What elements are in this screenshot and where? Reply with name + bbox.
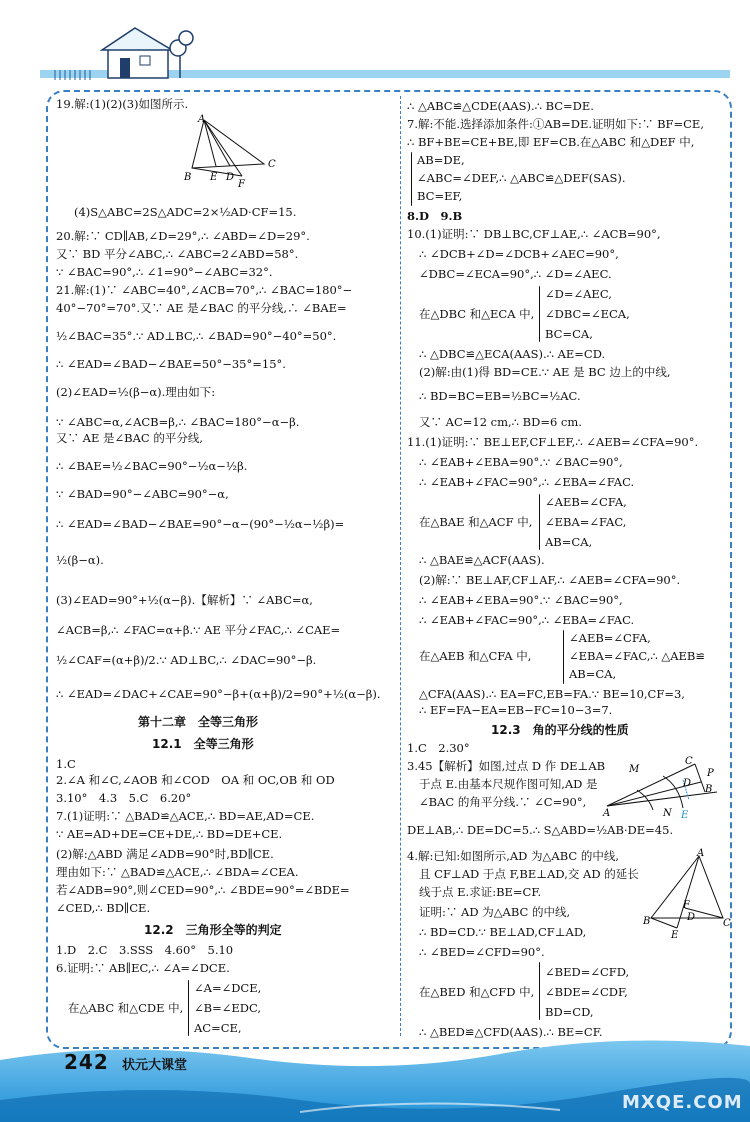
header-decoration: [0, 0, 750, 92]
brace: [188, 980, 189, 1036]
svg-text:B: B: [643, 916, 651, 927]
brand-name: 状元大课堂: [122, 1058, 188, 1073]
svg-text:D: D: [687, 912, 696, 923]
svg-text:M: M: [629, 764, 640, 775]
svg-text:B: B: [184, 172, 192, 183]
section-title: 12.1 全等三角形: [152, 737, 254, 751]
svg-text:N: N: [663, 808, 672, 819]
figure-12-3-q3: [603, 756, 721, 822]
svg-text:F: F: [683, 900, 690, 911]
watermark: MXQE.COM: [622, 1092, 743, 1113]
svg-text:C: C: [685, 756, 693, 767]
answer-line: 19.解:(1)(2)(3)如图所示.: [56, 97, 189, 111]
svg-text:C: C: [268, 159, 276, 170]
svg-text:E: E: [681, 810, 689, 821]
chapter-title: 第十二章 全等三角形: [138, 715, 259, 729]
figure-12-3-q4: [643, 848, 729, 942]
svg-text:P: P: [707, 768, 714, 779]
section-title: 12.3 角的平分线的性质: [491, 723, 629, 737]
svg-text:E: E: [210, 172, 218, 183]
svg-text:C: C: [723, 918, 731, 929]
column-divider: [400, 96, 401, 1036]
svg-text:D: D: [683, 778, 692, 789]
svg-text:A: A: [198, 114, 206, 125]
svg-text:E: E: [671, 930, 679, 941]
svg-text:D: D: [226, 172, 235, 183]
figure-19: [182, 112, 292, 188]
house-icon: [102, 28, 172, 78]
svg-text:A: A: [603, 808, 611, 819]
svg-text:B: B: [705, 784, 713, 795]
section-title: 12.2 三角形全等的判定: [144, 923, 282, 937]
svg-text:F: F: [238, 179, 245, 190]
page-number: 242: [64, 1050, 109, 1074]
svg-text:A: A: [697, 848, 705, 859]
